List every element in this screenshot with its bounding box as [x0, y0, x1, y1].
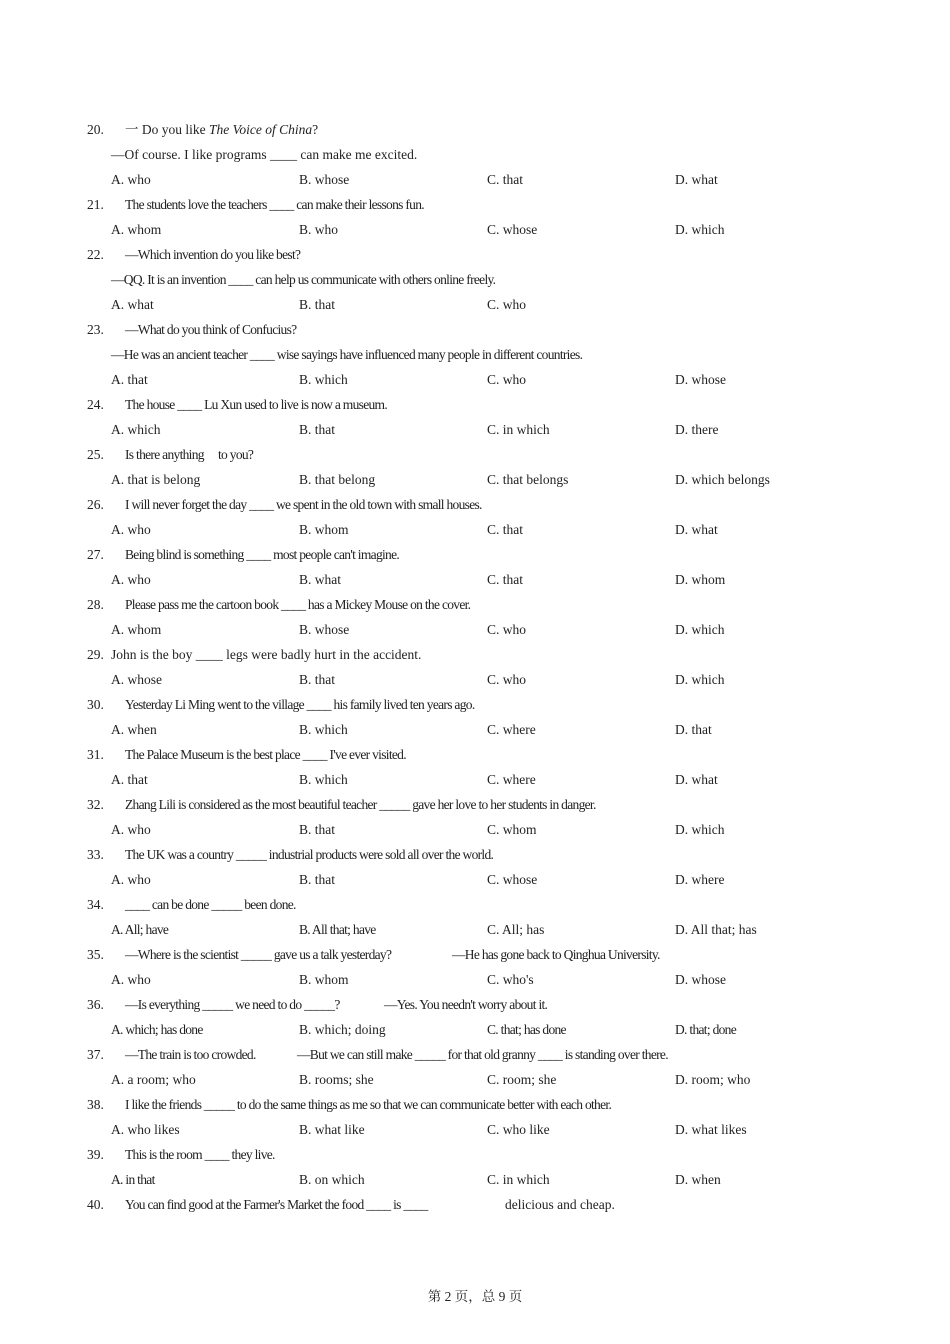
question-number: 21.	[87, 197, 104, 212]
option-a: A. whose	[111, 672, 162, 687]
option-b: B. that	[299, 297, 335, 312]
question-27-options	[0, 567, 950, 592]
question-32	[0, 792, 950, 817]
question-text-part1: —Is everything _____ we need to do _____?	[125, 997, 340, 1012]
question-34	[0, 892, 950, 917]
question-number: 20.	[87, 122, 104, 137]
option-c: C. where	[487, 722, 536, 737]
question-39	[0, 1142, 950, 1167]
question-number: 33.	[87, 847, 104, 862]
question-number: 31.	[87, 747, 104, 762]
option-a: A. who	[111, 972, 151, 987]
option-d: D. which	[675, 672, 725, 687]
option-a: A. in that	[111, 1172, 155, 1187]
option-a: A. that	[111, 772, 148, 787]
option-c: C. room; she	[487, 1072, 557, 1087]
option-a: A. whom	[111, 622, 162, 637]
option-c: C. who	[487, 372, 527, 387]
option-a: A. which	[111, 422, 161, 437]
question-number: 39.	[87, 1147, 104, 1162]
option-a: A. what	[111, 297, 154, 312]
option-a: A. whom	[111, 222, 162, 237]
option-a: A. that is belong	[111, 472, 201, 487]
option-b: B. which	[299, 372, 348, 387]
question-26	[0, 492, 950, 517]
question-40	[0, 1192, 950, 1217]
question-number: 27.	[87, 547, 104, 562]
question-33	[0, 842, 950, 867]
option-d: D. whose	[675, 972, 726, 987]
option-a: A. who	[111, 822, 151, 837]
option-d: D. what	[675, 772, 718, 787]
question-23-options	[0, 367, 950, 392]
question-38	[0, 1092, 950, 1117]
question-31-options	[0, 767, 950, 792]
option-a: A. who	[111, 172, 151, 187]
option-c: C. All; has	[487, 922, 545, 937]
option-a: A. who likes	[111, 1122, 180, 1137]
option-a: A. who	[111, 872, 151, 887]
option-c: C. in which	[487, 422, 550, 437]
option-b: B. on which	[299, 1172, 365, 1187]
question-37-options	[0, 1067, 950, 1092]
question-36-options	[0, 1017, 950, 1042]
question-29	[0, 642, 950, 667]
option-d: D. what	[675, 522, 718, 537]
question-number: 23.	[87, 322, 104, 337]
option-b: B. what	[299, 572, 341, 587]
question-number: 28.	[87, 597, 104, 612]
question-text: The Palace Museum is the best place ____ I've ever visited.	[125, 747, 406, 762]
question-37	[0, 1042, 950, 1067]
question-number: 29.	[87, 647, 104, 662]
option-b: B. that	[299, 422, 335, 437]
option-b: B. whom	[299, 522, 349, 537]
question-text: —He was an ancient teacher ____ wise sayings have influenced many people in different countries.	[111, 347, 583, 362]
question-number: 38.	[87, 1097, 104, 1112]
question-text	[125, 117, 318, 142]
option-d: D. when	[675, 1172, 721, 1187]
option-c: C. who like	[487, 1122, 550, 1137]
question-text: Being blind is something ____ most people can't imagine.	[125, 547, 400, 562]
question-text-part2: —But we can still make _____ for that old granny ____ is standing over there.	[297, 1047, 668, 1062]
page-footer: 第 2 页，总 9 页	[427, 1289, 523, 1304]
question-23	[0, 317, 950, 342]
question-text-part1: —Where is the scientist _____ gave us a talk yesterday?	[125, 947, 392, 962]
question-text-part1: —The train is too crowded.	[125, 1047, 256, 1062]
question-text: Please pass me the cartoon book ____ has a Mickey Mouse on the cover.	[125, 597, 471, 612]
option-a: A. All; have	[111, 922, 169, 937]
show-title: The Voice of China	[209, 122, 313, 137]
question-text-part2: —He has gone back to Qinghua University.	[452, 947, 660, 962]
question-21	[0, 192, 950, 217]
option-c: C. whom	[487, 822, 537, 837]
option-b: B. that	[299, 872, 335, 887]
question-text: —QQ. It is an invention ____ can help us communicate with others online freely.	[111, 272, 496, 287]
option-c: C. that	[487, 522, 523, 537]
option-d: D. which belongs	[675, 472, 770, 487]
question-33-options	[0, 867, 950, 892]
option-b: B. that	[299, 672, 335, 687]
question-31	[0, 742, 950, 767]
question-text-part2: —Yes. You needn't worry about it.	[384, 997, 548, 1012]
question-text: The students love the teachers ____ can make their lessons fun.	[125, 197, 424, 212]
option-a: A. when	[111, 722, 157, 737]
option-b: B. who	[299, 222, 339, 237]
question-text: —What do you think of Confucius?	[125, 322, 297, 337]
question-text: The UK was a country _____ industrial products were sold all over the world.	[125, 847, 494, 862]
question-24-options	[0, 417, 950, 442]
question-number: 24.	[87, 397, 104, 412]
option-b: B. what like	[299, 1122, 365, 1137]
question-text: Zhang Lili is considered as the most beautiful teacher _____ gave her love to her students in danger.	[125, 797, 596, 812]
option-c: C. in which	[487, 1172, 550, 1187]
option-b: B. that belong	[299, 472, 376, 487]
option-d: D. which	[675, 222, 725, 237]
option-d: D. All that; has	[675, 922, 757, 937]
option-c: C. who	[487, 297, 527, 312]
option-b: B. whose	[299, 622, 350, 637]
question-25-options	[0, 467, 950, 492]
question-text: —Of course. I like programs ____ can make me excited.	[111, 147, 418, 162]
question-text: —Which invention do you like best?	[125, 247, 301, 262]
option-c: C. who	[487, 622, 527, 637]
option-d: D. what likes	[675, 1122, 747, 1137]
option-b: B. which; doing	[299, 1022, 386, 1037]
option-b: B. All that; have	[299, 922, 376, 937]
question-number: 40.	[87, 1197, 104, 1212]
question-36	[0, 992, 950, 1017]
option-d: D. whose	[675, 372, 726, 387]
question-21-options	[0, 217, 950, 242]
question-text-end: ?	[312, 122, 319, 137]
question-number: 26.	[87, 497, 104, 512]
question-number: 30.	[87, 697, 104, 712]
option-d: D. there	[675, 422, 719, 437]
question-30-options	[0, 717, 950, 742]
question-38-options	[0, 1117, 950, 1142]
option-c: C. where	[487, 772, 536, 787]
option-a: A. which; has done	[111, 1022, 203, 1037]
option-d: D. that; done	[675, 1022, 737, 1037]
option-b: B. which	[299, 722, 348, 737]
option-a: A. a room; who	[111, 1072, 196, 1087]
question-text: John is the boy ____ legs were badly hurt in the accident.	[111, 647, 422, 662]
question-20-options	[0, 167, 950, 192]
option-b: B. whom	[299, 972, 349, 987]
option-b: B. whose	[299, 172, 350, 187]
option-d: D. room; who	[675, 1072, 751, 1087]
option-a: A. who	[111, 522, 151, 537]
question-25	[0, 442, 950, 467]
question-number: 35.	[87, 947, 104, 962]
question-26-options	[0, 517, 950, 542]
option-d: D. which	[675, 822, 725, 837]
option-c: C. who	[487, 672, 527, 687]
question-text: Yesterday Li Ming went to the village ____ his family lived ten years ago.	[125, 697, 475, 712]
option-c: C. that	[487, 572, 523, 587]
option-b: B. which	[299, 772, 348, 787]
question-28-options	[0, 617, 950, 642]
question-number: 25.	[87, 447, 104, 462]
question-text: I like the friends _____ to do the same things as me so that we can communicate better with each other.	[125, 1097, 612, 1112]
question-27	[0, 542, 950, 567]
option-b: B. that	[299, 822, 335, 837]
option-d: D. whom	[675, 572, 726, 587]
option-c: C. that	[487, 172, 523, 187]
question-text-part2: delicious and cheap.	[505, 1197, 615, 1212]
question-24	[0, 392, 950, 417]
question-text: This is the room ____ they live.	[125, 1147, 275, 1162]
question-number: 34.	[87, 897, 104, 912]
question-text-part1: Is there anything	[125, 447, 204, 462]
question-text-part2: to you?	[218, 447, 254, 462]
question-text: The house ____ Lu Xun used to live is now a museum.	[125, 397, 388, 412]
question-text-start: 一 Do you like	[125, 122, 209, 137]
option-d: D. where	[675, 872, 725, 887]
option-a: A. who	[111, 572, 151, 587]
question-number: 22.	[87, 247, 104, 262]
option-d: D. which	[675, 622, 725, 637]
question-22	[0, 242, 950, 267]
option-d: D. that	[675, 722, 712, 737]
option-c: C. whose	[487, 222, 538, 237]
question-20-line2	[0, 142, 950, 167]
question-30	[0, 692, 950, 717]
question-text: ____ can be done _____ been done.	[125, 897, 296, 912]
question-text-part1: You can find good at the Farmer's Market the food ____ is ____	[125, 1197, 428, 1212]
question-35-options	[0, 967, 950, 992]
option-c: C. that; has done	[487, 1022, 566, 1037]
option-d: D. what	[675, 172, 718, 187]
option-a: A. that	[111, 372, 148, 387]
question-35	[0, 942, 950, 967]
question-39-options	[0, 1167, 950, 1192]
question-number: 32.	[87, 797, 104, 812]
question-number: 36.	[87, 997, 104, 1012]
question-22-line2	[0, 267, 950, 292]
question-text: I will never forget the day ____ we spent in the old town with small houses.	[125, 497, 482, 512]
option-b: B. rooms; she	[299, 1072, 374, 1087]
question-20	[0, 117, 950, 142]
question-29-options	[0, 667, 950, 692]
question-32-options	[0, 817, 950, 842]
question-23-line2	[0, 342, 950, 367]
question-28	[0, 592, 950, 617]
option-c: C. that belongs	[487, 472, 569, 487]
option-c: C. whose	[487, 872, 538, 887]
question-22-options	[0, 292, 950, 317]
question-number: 37.	[87, 1047, 104, 1062]
question-34-options	[0, 917, 950, 942]
option-c: C. who's	[487, 972, 534, 987]
